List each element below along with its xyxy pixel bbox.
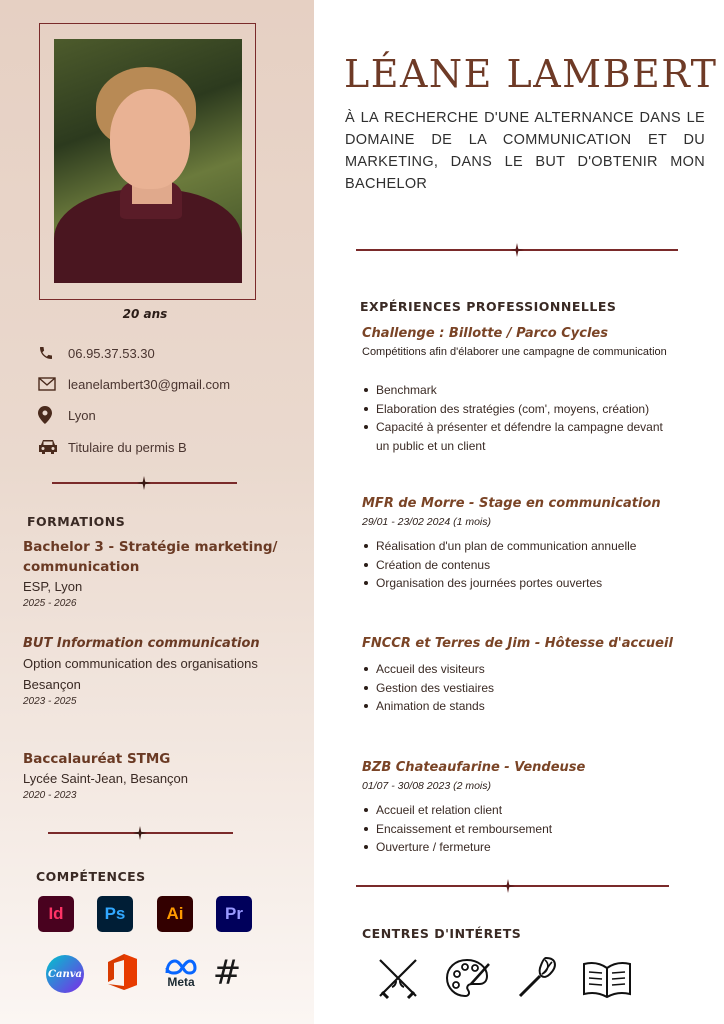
formation-2-title: BUT Information communication <box>23 636 260 651</box>
experience-4-bullets <box>362 801 702 857</box>
fencing-icon <box>374 954 422 1002</box>
experience-2-date: 29/01 - 23/02 2024 (1 mois) <box>362 516 491 528</box>
experiences-title: EXPÉRIENCES PROFESSIONNELLES <box>360 299 617 314</box>
main-divider-1 <box>356 243 678 257</box>
phone-icon <box>38 344 60 362</box>
formations-title: FORMATIONS <box>27 514 126 529</box>
tagline: À LA RECHERCHE D'UNE ALTERNANCE DANS LE DOMAINE DE LA COMMUNICATION ET DU MARKETING, DANS LE BUT D'OBTENIR MON BACHELOR <box>345 110 705 192</box>
illustrator-icon: Ai <box>157 896 193 932</box>
canva-icon: Canva <box>46 955 84 993</box>
hashtag-icon: # <box>212 953 242 993</box>
list-item: Accueil et relation client <box>362 801 702 820</box>
contact-license <box>38 436 187 458</box>
experience-3-bullets <box>362 660 702 716</box>
location-pin-icon <box>38 406 60 424</box>
sidebar-divider-1 <box>52 476 237 490</box>
phone-text[interactable]: 06.95.37.53.30 <box>68 345 155 361</box>
book-icon <box>580 954 634 1002</box>
experience-4-date: 01/07 - 30/08 2023 (2 mois) <box>362 780 491 792</box>
office-icon <box>104 954 140 990</box>
experience-1-bullets <box>362 381 702 455</box>
city-text: Lyon <box>68 407 96 423</box>
list-item: Ouverture / fermeture <box>362 838 702 857</box>
formation-1-school: ESP, Lyon <box>23 579 83 594</box>
formation-3-title: Baccalauréat STMG <box>23 751 171 767</box>
mail-icon <box>38 375 60 393</box>
photoshop-icon: Ps <box>97 896 133 932</box>
formation-1-title-line2: communication <box>23 559 140 575</box>
experience-4-title: BZB Chateaufarine - Vendeuse <box>362 760 586 775</box>
full-name: LÉANE LAMBERT <box>344 52 718 96</box>
experience-1-title: Challenge : Billotte / Parco Cycles <box>362 326 608 341</box>
list-item: Réalisation d'un plan de communication annuelle <box>362 537 702 556</box>
painting-palette-icon <box>443 954 491 1002</box>
indesign-icon: Id <box>38 896 74 932</box>
main-divider-2 <box>356 879 669 893</box>
list-item: Benchmark <box>362 381 702 400</box>
formation-3-school: Lycée Saint-Jean, Besançon <box>23 771 189 786</box>
list-item: Création de contenus <box>362 556 702 575</box>
whisk-icon <box>512 954 560 1002</box>
formation-1-title-line1: Bachelor 3 - Stratégie marketing/ <box>23 539 278 555</box>
formation-1-date: 2025 - 2026 <box>23 598 77 609</box>
contact-city <box>38 404 96 426</box>
list-item: Organisation des journées portes ouvertes <box>362 574 702 593</box>
meta-label: Meta <box>167 975 195 989</box>
list-item: Animation de stands <box>362 697 702 716</box>
experience-2-title: MFR de Morre - Stage en communication <box>362 496 661 511</box>
sidebar-divider-2 <box>48 826 233 840</box>
meta-icon <box>161 955 201 993</box>
formation-2-date: 2023 - 2025 <box>23 696 77 707</box>
premiere-icon: Pr <box>216 896 252 932</box>
experience-2-bullets <box>362 537 702 593</box>
photo-frame <box>39 23 256 300</box>
list-item: Capacité à présenter et défendre la campagne devant un public et un client <box>362 418 672 455</box>
list-item: Encaissement et remboursement <box>362 820 702 839</box>
contact-phone <box>38 342 155 364</box>
age-label: 20 ans <box>122 307 168 321</box>
list-item: Accueil des visiteurs <box>362 660 702 679</box>
license-text: Titulaire du permis B <box>68 439 187 455</box>
formation-2-city: Besançon <box>23 677 81 692</box>
list-item: Elaboration des stratégies (com', moyens, création) <box>362 400 702 419</box>
list-item: Gestion des vestiaires <box>362 679 702 698</box>
experience-3-title: FNCCR et Terres de Jim - Hôtesse d'accueil <box>362 636 673 651</box>
contact-email <box>38 373 230 395</box>
formation-2-option: Option communication des organisations <box>23 656 258 671</box>
interests-title: CENTRES D'INTÉRETS <box>362 926 522 941</box>
formation-3-date: 2020 - 2023 <box>23 790 77 801</box>
skills-title: COMPÉTENCES <box>36 869 146 884</box>
experience-1-subtitle: Compétitions afin d'élaborer une campagne de communication <box>362 346 667 358</box>
email-text[interactable]: leanelambert30@gmail.com <box>68 376 231 392</box>
profile-photo <box>54 39 242 283</box>
car-icon <box>38 438 60 456</box>
